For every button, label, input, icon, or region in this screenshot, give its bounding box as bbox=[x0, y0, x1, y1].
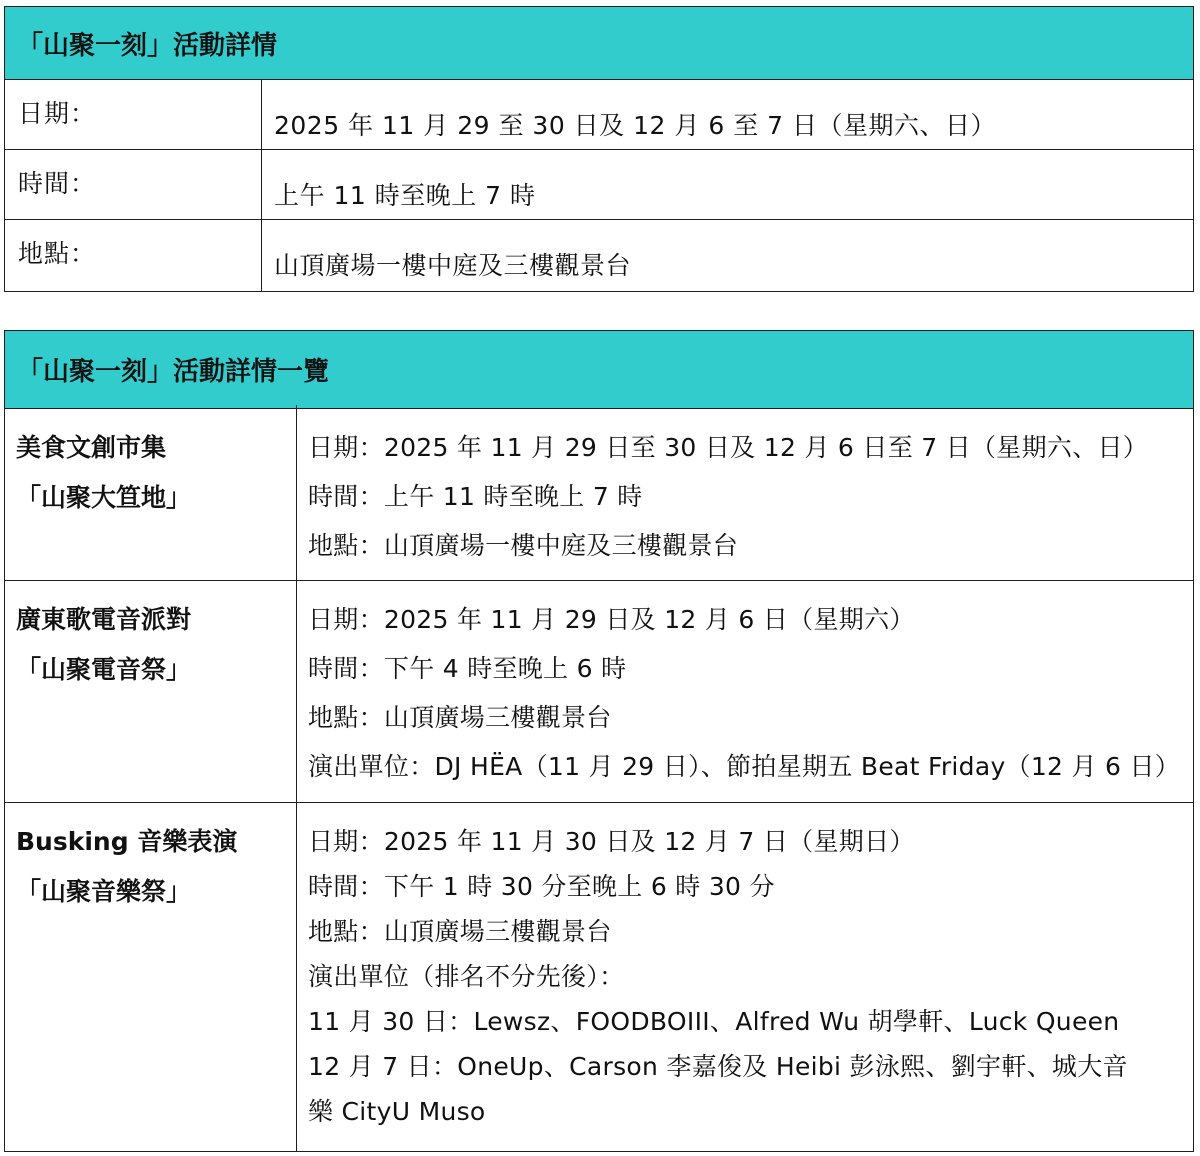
event-info-cell bbox=[297, 409, 1193, 580]
table-row bbox=[5, 803, 1193, 1151]
venue-label: 地點： bbox=[5, 220, 262, 291]
time-value: 上午 11 時至晚上 7 時 bbox=[274, 181, 536, 210]
event-name: 廣東歌電音派對 bbox=[16, 605, 192, 634]
table-row bbox=[5, 80, 1193, 150]
date-label: 日期： bbox=[5, 80, 262, 149]
event-venue-line: 地點：山頂廣場三樓觀景台 bbox=[308, 917, 612, 946]
table-row bbox=[5, 409, 1193, 581]
event-info-cell bbox=[297, 803, 1193, 1151]
event-time-line: 時間：下午 1 時 30 分至晚上 6 時 30 分 bbox=[308, 872, 775, 901]
date-value: 2025 年 11 月 29 至 30 日及 12 月 6 至 7 日（星期六、日） bbox=[274, 111, 996, 140]
event-date-line: 日期：2025 年 11 月 29 日至 30 日及 12 月 6 日至 7 日（星期六、日） bbox=[308, 433, 1149, 462]
table-row bbox=[5, 150, 1193, 220]
event-subtitle: 「山聚大笪地」 bbox=[16, 483, 192, 512]
event-subtitle: 「山聚音樂祭」 bbox=[16, 877, 192, 906]
event-name: Busking 音樂表演 bbox=[16, 827, 238, 856]
event-details-title: 「山聚一刻」活動詳情 bbox=[5, 7, 1193, 80]
event-name-cell bbox=[5, 405, 297, 580]
event-performers-line: 12 月 7 日：OneUp、Carson 李嘉俊及 Heibi 彭泳熙、劉宇軒、城大音 bbox=[308, 1052, 1128, 1081]
event-overview-table bbox=[4, 330, 1194, 1152]
event-venue-line: 地點：山頂廣場三樓觀景台 bbox=[308, 703, 612, 732]
event-name-cell bbox=[5, 577, 297, 802]
event-subtitle: 「山聚電音祭」 bbox=[16, 655, 192, 684]
event-info-cell bbox=[297, 581, 1193, 802]
table-row bbox=[5, 220, 1193, 291]
event-date-line: 日期：2025 年 11 月 30 日及 12 月 7 日（星期日） bbox=[308, 827, 915, 856]
event-venue-line: 地點：山頂廣場一樓中庭及三樓觀景台 bbox=[308, 531, 739, 560]
time-label: 時間： bbox=[5, 150, 262, 219]
event-time-line: 時間：上午 11 時至晚上 7 時 bbox=[308, 482, 643, 511]
event-overview-title: 「山聚一刻」活動詳情一覽 bbox=[5, 331, 1193, 409]
table-row bbox=[5, 581, 1193, 803]
event-details-table bbox=[4, 6, 1194, 292]
event-performers-line: 11 月 30 日：Lewsz、FOODBOIII、Alfred Wu 胡學軒、Luck Queen bbox=[308, 1007, 1120, 1036]
event-performers-line: 樂 CityU Muso bbox=[308, 1097, 486, 1126]
event-date-line: 日期：2025 年 11 月 29 日及 12 月 6 日（星期六） bbox=[308, 605, 915, 634]
event-performers-heading: 演出單位（排名不分先後）： bbox=[308, 962, 625, 991]
event-time-line: 時間：下午 4 時至晚上 6 時 bbox=[308, 654, 627, 683]
event-name: 美食文創市集 bbox=[16, 433, 167, 462]
event-performers-line: 演出單位：DJ HËA（11 月 29 日）、節拍星期五 Beat Friday（12 月 6 日） bbox=[308, 752, 1181, 781]
venue-value: 山頂廣場一樓中庭及三樓觀景台 bbox=[274, 251, 632, 280]
event-name-cell bbox=[5, 799, 297, 1151]
